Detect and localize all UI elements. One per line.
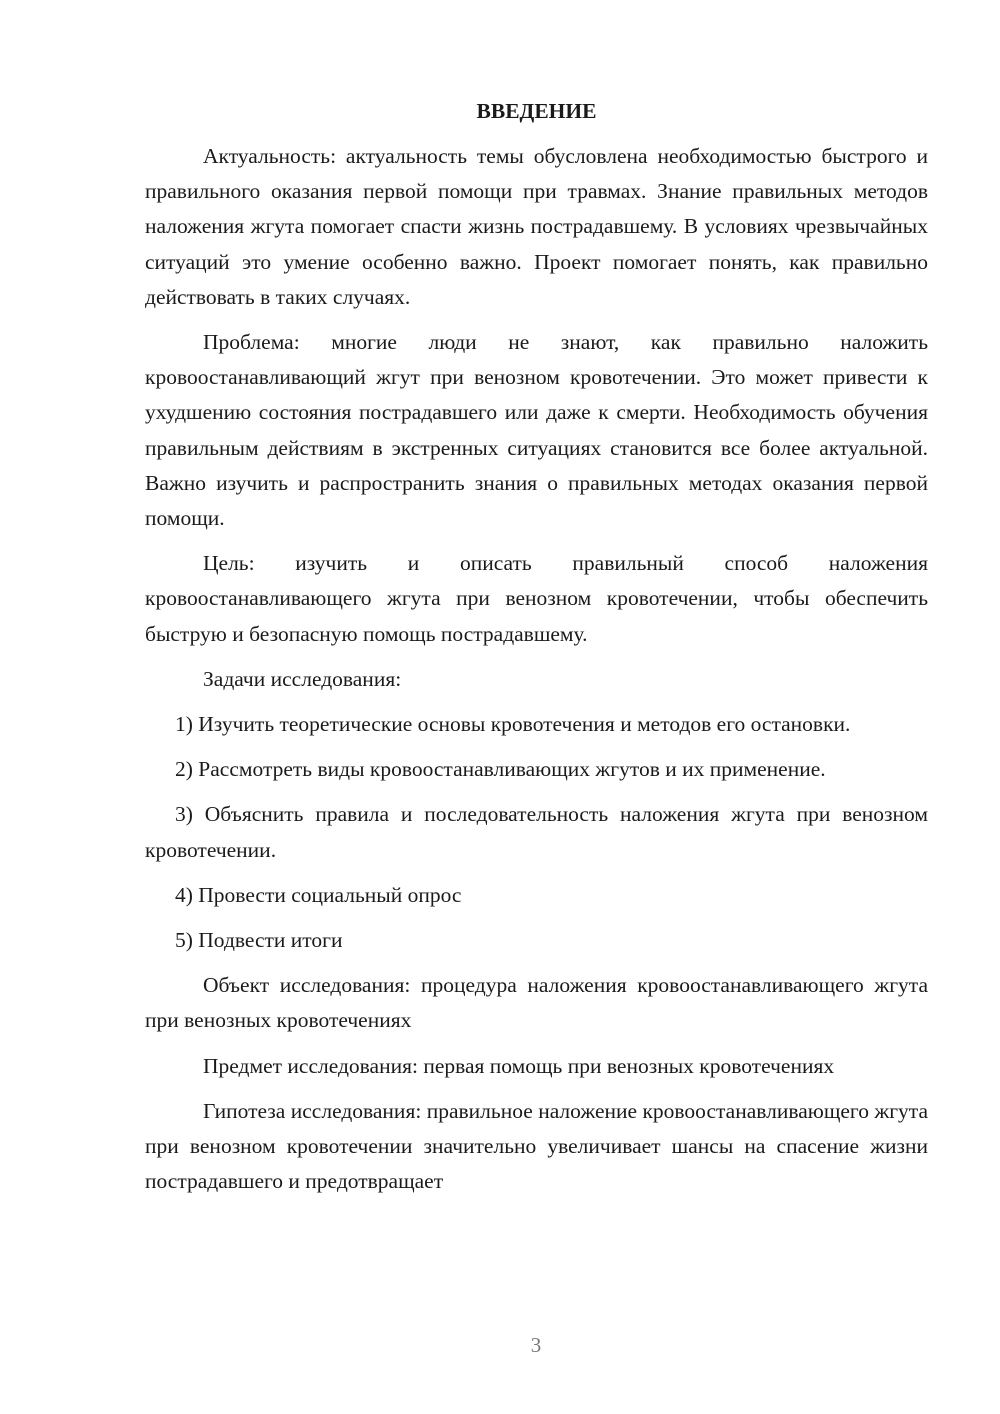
task-item: 2) Рассмотреть виды кровоостанавливающих жгутов и их применение.: [175, 757, 826, 782]
tasks-title: Задачи исследования:: [203, 666, 402, 691]
task-item: 1) Изучить теоретические основы кровотечения и методов его остановки.: [175, 712, 851, 737]
object-paragraph: Объект исследования: процедура наложения кровоостанавливающего жгута при венозных кровотечениях: [145, 973, 928, 1033]
task-item: 3) Объяснить правила и последовательность наложения жгута при венозном кровотечении.: [145, 802, 928, 862]
hypothesis-paragraph: Гипотеза исследования: правильное наложение кровоостанавливающего жгута при венозном кровотечении значительно увеличивает шансы на спасение жизни пострадавшего и предотвращает: [145, 1098, 928, 1194]
relevance-paragraph: Актуальность: актуальность темы обусловлена необходимостью быстрого и правильного оказания первой помощи при травмах. Знание правильных методов наложения жгута помогает спасти жизнь пострадавшему. В условиях чрезвычайных ситуаций это умение особенно важно. Проект помогает понять, как правильно действовать в таких случаях.: [145, 144, 928, 309]
page-number: 3: [530, 1333, 542, 1357]
section-heading: ВВЕДЕНИЕ: [476, 99, 597, 123]
problem-paragraph: Проблема: многие люди не знают, как правильно наложить кровоостанавливающий жгут при венозном кровотечении. Это может привести к ухудшению состояния пострадавшего или даже к смерти. Необходимость обучения правильным действиям в экстренных ситуациях становится все более актуальной. Важно изучить и распространить знания о правильных методах оказания первой помощи.: [145, 330, 928, 531]
goal-paragraph: Цель: изучить и описать правильный способ наложения кровоостанавливающего жгута при венозном кровотечении, чтобы обеспечить быструю и безопасную помощь пострадавшему.: [145, 551, 928, 646]
task-item: 4) Провести социальный опрос: [175, 882, 462, 907]
subject-paragraph: Предмет исследования: первая помощь при венозных кровотечениях: [203, 1053, 835, 1078]
page-content: [145, 95, 928, 1209]
task-item: 5) Подвести итоги: [175, 928, 343, 953]
